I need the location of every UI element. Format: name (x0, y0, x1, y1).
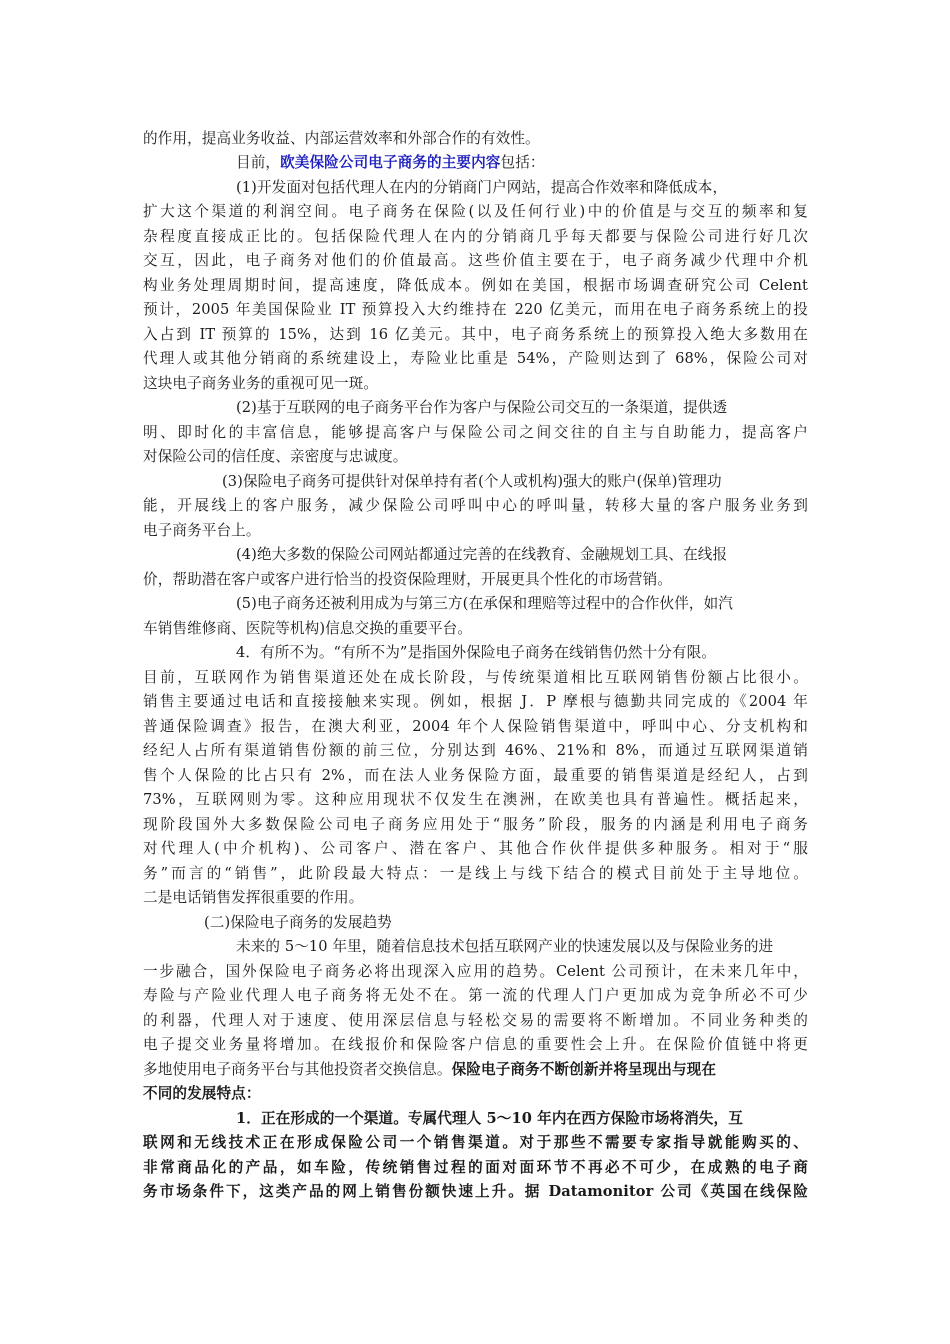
text-line: 入占到 IT 预算的 15%，达到 16 亿美元。其中，电子商务系统上的预算投入绝大多数用在 (143, 326, 808, 343)
text-line: 二是电话销售发挥很重要的作用。 (143, 889, 364, 906)
text-line: (5)电子商务还被利用成为与第三方(在承保和理赔等过程中的合作伙伴，如汽 (236, 595, 733, 612)
text-line: 对代理人(中介机构)、公司客户、潜在客户、其他合作伙伴提供多种服务。相对于“服 (143, 840, 808, 857)
bold-text-run: 保险电子商务不断创新并将呈现出与现在 (451, 1061, 717, 1078)
text-line: 不同的发展特点： (143, 1085, 261, 1102)
text-run: 多地使用电子商务平台与其他投资者交换信息。 (143, 1061, 452, 1078)
text-line: 目前，互联网作为销售渠道还处在成长阶段，与传统渠道相比互联网销售份额占比很小。 (143, 669, 808, 686)
text-line: 预计，2005 年美国保险业 IT 预算投入大约维持在 220 亿美元，而用在电子商务系统上的投 (143, 301, 808, 318)
text-line: 未来的 5～10 年里，随着信息技术包括互联网产业的快速发展以及与保险业务的进 (236, 938, 774, 955)
text-line: 这块电子商务业务的重视可见一斑。 (143, 375, 379, 392)
text-line: (1)开发面对包括代理人在内的分销商门户网站，提高合作效率和降低成本， (236, 179, 728, 196)
text-line: 对保险公司的信任度、亲密度与忠诚度。 (143, 448, 408, 465)
text-line (143, 1058, 808, 1082)
text-line: 扩大这个渠道的利润空间。电子商务在保险(以及任何行业)中的价值是与交互的频率和复 (143, 203, 808, 220)
text-line: 车销售维修商、医院等机构)信息交换的重要平台。 (143, 620, 473, 637)
section-heading: (二)保险电子商务的发展趋势 (204, 914, 392, 931)
text-run: 包括： (500, 154, 545, 171)
text-line: 务”而言的“销售”，此阶段最大特点：一是线上与线下结合的模式目前处于主导地位。 (143, 865, 808, 882)
text-line: 一步融合，国外保险电子商务必将出现深入应用的趋势。Celent 公司预计，在未来几年中， (143, 963, 808, 980)
text-line: 电子提交业务量将增加。在线报价和保险客户信息的重要性会上升。在保险价值链中将更 (143, 1036, 808, 1053)
text-line: (2)基于互联网的电子商务平台作为客户与保险公司交互的一条渠道，提供透 (236, 399, 728, 416)
highlighted-heading: 欧美保险公司电子商务的主要内容 (280, 154, 501, 171)
text-line: 销售主要通过电话和直接接触来实现。例如，根据 J．P 摩根与德勤共同完成的《2004 年 (143, 693, 808, 710)
text-line: 的作用，提高业务收益、内部运营效率和外部合作的有效性。 (143, 130, 540, 147)
text-line: 1．正在形成的一个渠道。专属代理人 5～10 年内在西方保险市场将消失，互 (236, 1110, 743, 1127)
text-line: (3)保险电子商务可提供针对保单持有者(个人或机构)强大的账户(保单)管理功 (222, 473, 722, 490)
text-line: 73%，互联网则为零。这种应用现状不仅发生在澳洲，在欧美也具有普遍性。概括起来， (143, 791, 808, 808)
text-line: 能，开展线上的客户服务，减少保险公司呼叫中心的呼叫量，转移大量的客户服务业务到 (143, 497, 808, 514)
text-run: 目前， (236, 154, 281, 171)
text-line: 经纪人占所有渠道销售份额的前三位，分别达到 46%、21%和 8%，而通过互联网渠道销 (143, 742, 808, 759)
text-line: 电子商务平台上。 (143, 522, 261, 539)
text-line: 务市场条件下，这类产品的网上销售份额快速上升。据 Datamonitor 公司《英国在线保险 (143, 1183, 808, 1200)
text-line: 普通保险调查》报告，在澳大利亚，2004 年个人保险销售渠道中，呼叫中心、分支机构和 (143, 718, 808, 735)
text-line: 联网和无线技术正在形成保险公司一个销售渠道。对于那些不需要专家指导就能购买的、 (143, 1134, 808, 1151)
text-line: 交互，因此，电子商务对他们的价值最高。这些价值主要在于，电子商务减少代理中介机 (143, 252, 808, 269)
text-line: 代理人或其他分销商的系统建设上，寿险业比重是 54%，产险则达到了 68%，保险公司对 (143, 350, 808, 367)
text-line: 非常商品化的产品，如车险，传统销售过程的面对面环节不再必不可少，在成熟的电子商 (143, 1159, 808, 1176)
text-line: 的利器，代理人对于速度、使用深层信息与轻松交易的需要将不断增加。不同业务种类的 (143, 1012, 808, 1029)
text-line: 寿险与产险业代理人电子商务将无处不在。第一流的代理人门户更加成为竞争所必不可少 (143, 987, 808, 1004)
text-line: 构业务处理周期时间，提高速度，降低成本。例如在美国，根据市场调查研究公司 Celent (143, 277, 808, 294)
text-line: 现阶段国外大多数保险公司电子商务应用处于“服务”阶段，服务的内涵是利用电子商务 (143, 816, 808, 833)
text-line: 售个人保险的比占只有 2%，而在法人业务保险方面，最重要的销售渠道是经纪人，占到 (143, 767, 808, 784)
text-line: (4)绝大多数的保险公司网站都通过完善的在线教育、金融规划工具、在线报 (236, 546, 728, 563)
text-line: 价，帮助潜在客户或客户进行恰当的投资保险理财，开展更具个性化的市场营销。 (143, 571, 672, 588)
text-line: 明、即时化的丰富信息，能够提高客户与保险公司之间交往的自主与自助能力，提高客户 (143, 424, 808, 441)
text-line (143, 151, 901, 175)
text-line: 4．有所不为。“有所不为”是指国外保险电子商务在线销售仍然十分有限。 (236, 644, 717, 661)
text-line: 杂程度直接成正比的。包括保险代理人在内的分销商几乎每天都要与保险公司进行好几次 (143, 228, 808, 245)
